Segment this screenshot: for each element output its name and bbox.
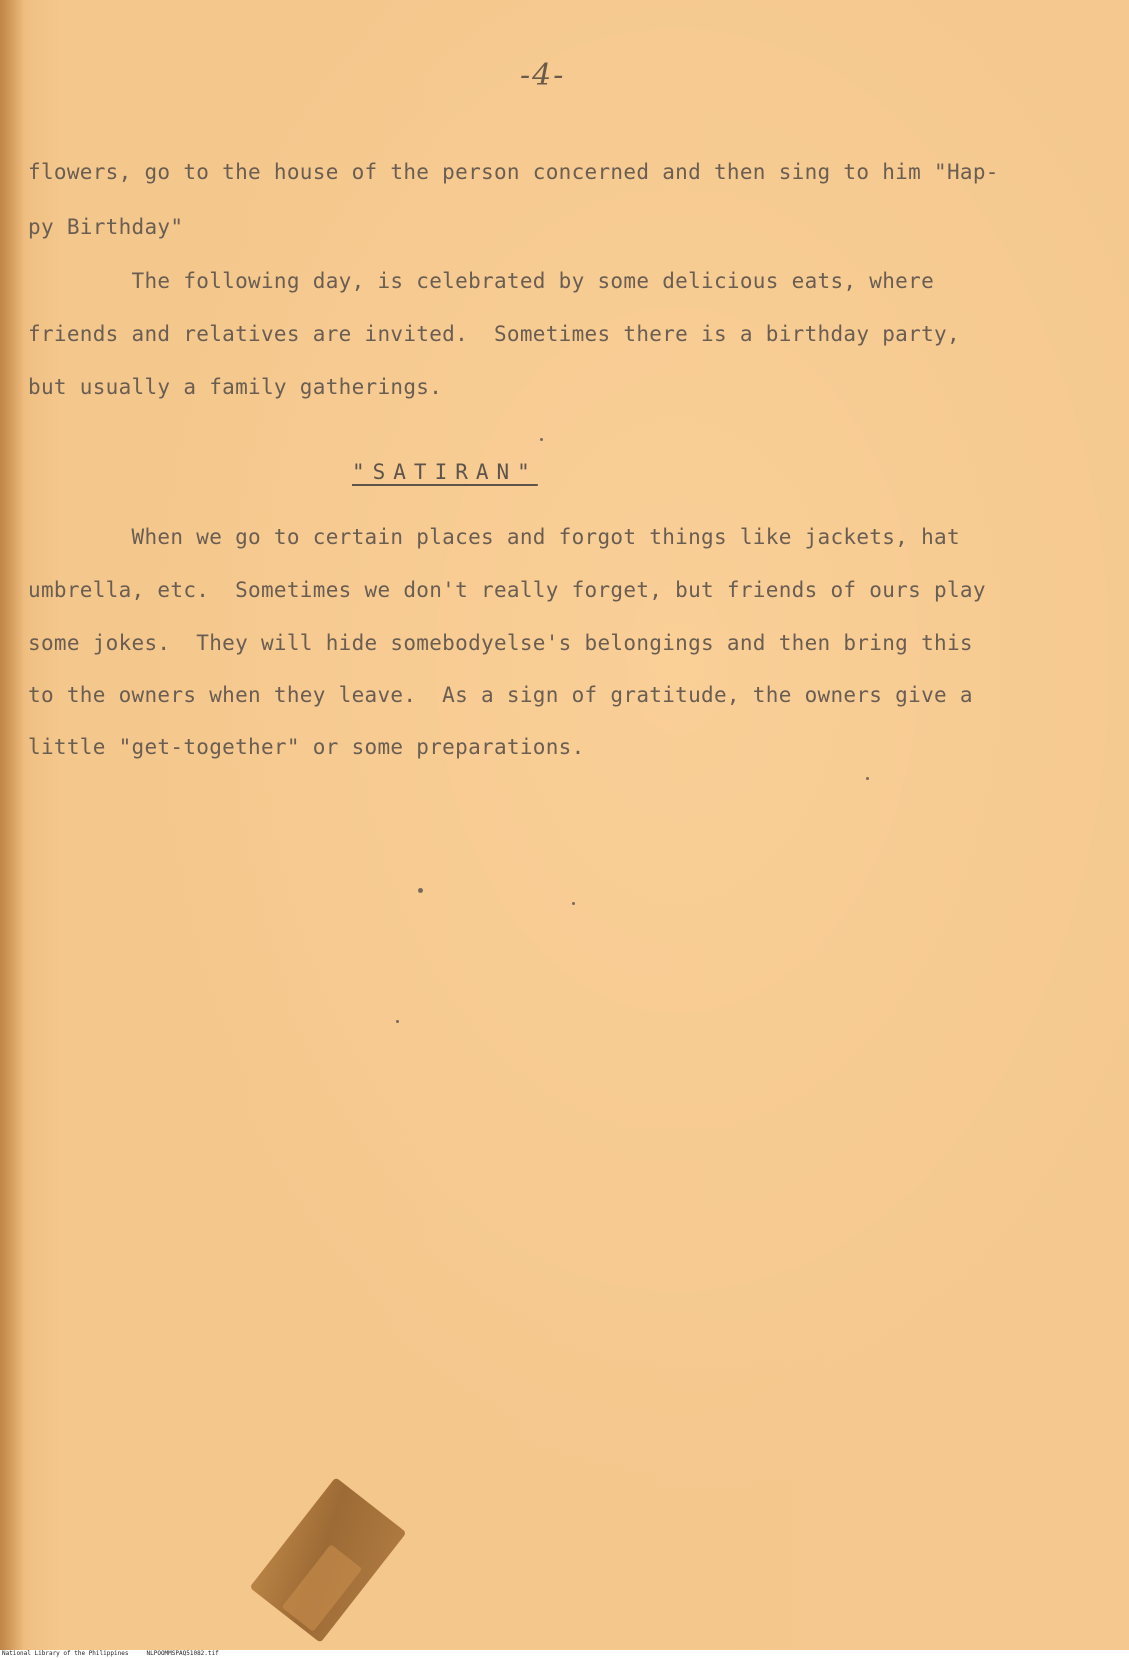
text-line: py Birthday": [28, 215, 184, 239]
paper-speck: [540, 438, 543, 441]
text-line: some jokes. They will hide somebodyelse's belongings and then bring this: [28, 631, 973, 655]
text-line: friends and relatives are invited. Sometimes there is a birthday party,: [28, 322, 960, 346]
text-line: The following day, is celebrated by some delicious eats, where: [28, 269, 935, 293]
paper-speck: [866, 777, 869, 780]
text-line: little "get-together" or some preparations.: [28, 735, 585, 759]
text-line: flowers, go to the house of the person concerned and then sing to him "Hap-: [28, 160, 999, 184]
page-edge-shadow: [0, 0, 24, 1650]
text-line: to the owners when they leave. As a sign of gratitude, the owners give a: [28, 683, 973, 707]
paper-speck: [396, 1020, 399, 1023]
paper-speck: [572, 902, 575, 905]
section-heading: "SATIRAN": [352, 460, 538, 484]
scan-footer-text: National Library of the Philippines NLPOOMMSPAQ51082.tif: [2, 1650, 219, 1657]
text-line: umbrella, etc. Sometimes we don't really forget, but friends of ours play: [28, 578, 986, 602]
text-line: When we go to certain places and forgot things like jackets, hat: [28, 525, 960, 549]
paper-speck: [418, 888, 423, 893]
page-number: -4-: [520, 58, 566, 93]
text-line: but usually a family gatherings.: [28, 375, 443, 399]
